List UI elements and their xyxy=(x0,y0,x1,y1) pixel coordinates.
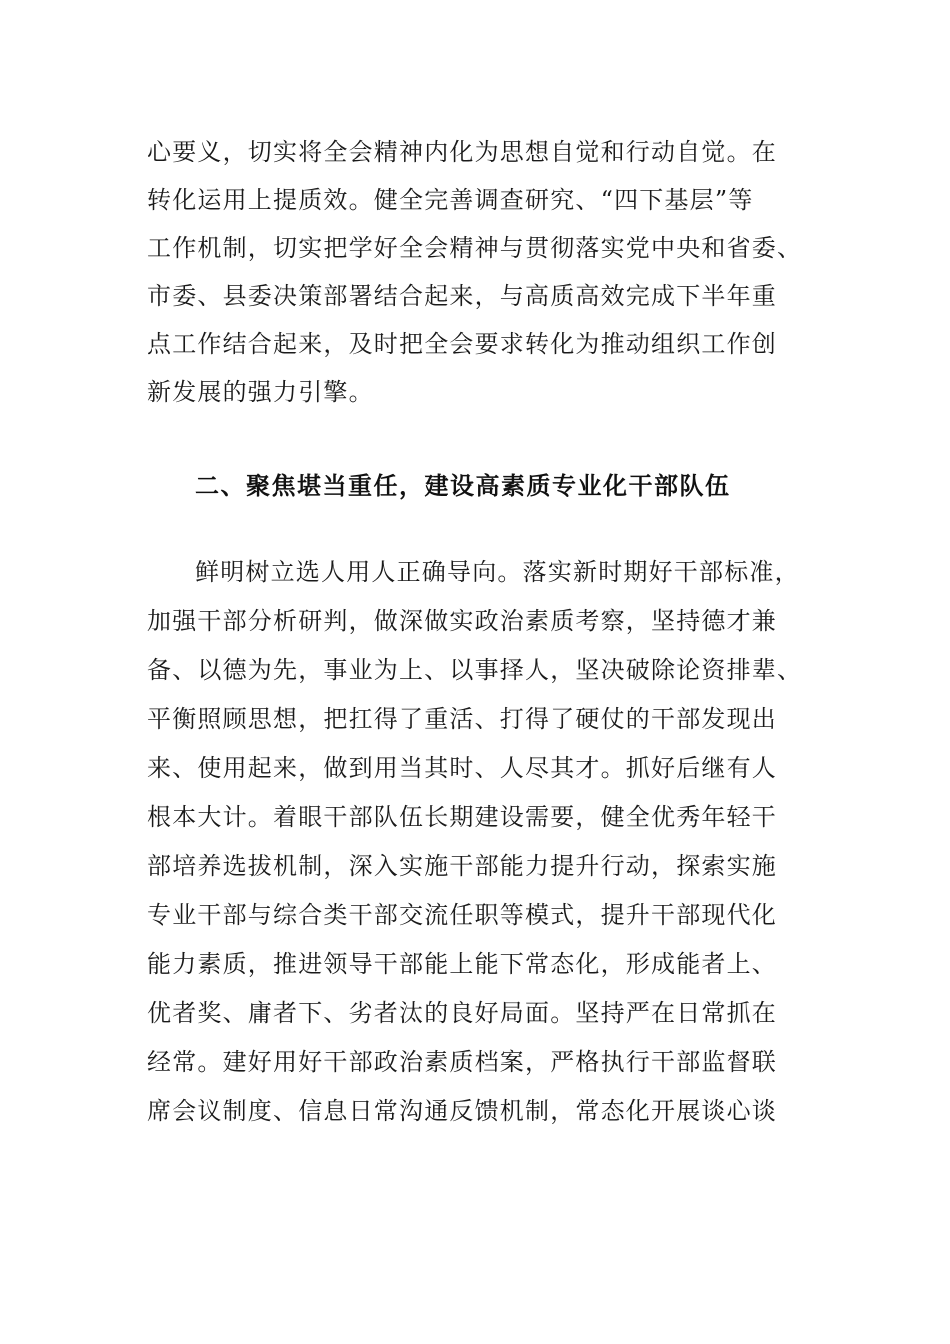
paragraph-line: 经常。建好用好干部政治素质档案，严格执行干部监督联 xyxy=(147,1048,777,1076)
paragraph-line: 部培养选拔机制，深入实施干部能力提升行动，探索实施 xyxy=(147,852,777,880)
paragraph-line: 加强干部分析研判，做深做实政治素质考察，坚持德才兼 xyxy=(147,607,777,635)
paragraph-line: 平衡照顾思想，把扛得了重活、打得了硬仗的干部发现出 xyxy=(147,705,777,733)
paragraph-line: 新发展的强力引擎。 xyxy=(147,378,374,406)
paragraph-line: 点工作结合起来，及时把全会要求转化为推动组织工作创 xyxy=(147,330,777,358)
paragraph-line: 市委、县委决策部署结合起来，与高质高效完成下半年重 xyxy=(147,282,777,310)
paragraph-line: 鲜明树立选人用人正确导向。落实新时期好干部标准， xyxy=(195,558,800,586)
paragraph-line: 来、使用起来，做到用当其时、人尽其才。抓好后继有人 xyxy=(147,754,777,782)
paragraph-line: 根本大计。着眼干部队伍长期建设需要，健全优秀年轻干 xyxy=(147,803,777,831)
paragraph-line: 专业干部与综合类干部交流任职等模式，提升干部现代化 xyxy=(147,901,777,929)
paragraph-line: 转化运用上提质效。健全完善调查研究、“四下基层”等 xyxy=(147,186,754,214)
paragraph-line: 心要义，切实将全会精神内化为思想自觉和行动自觉。在 xyxy=(147,138,777,166)
paragraph-line: 工作机制，切实把学好全会精神与贯彻落实党中央和省委、 xyxy=(147,234,803,262)
paragraph-line: 席会议制度、信息日常沟通反馈机制，常态化开展谈心谈 xyxy=(147,1097,777,1125)
paragraph-line: 优者奖、庸者下、劣者汰的良好局面。坚持严在日常抓在 xyxy=(147,999,777,1027)
paragraph-line: 备、以德为先，事业为上、以事择人，坚决破除论资排辈、 xyxy=(147,656,803,684)
section-heading: 二、聚焦堪当重任，建设高素质专业化干部队伍 xyxy=(195,472,731,500)
paragraph-line: 能力素质，推进领导干部能上能下常态化，形成能者上、 xyxy=(147,950,777,978)
